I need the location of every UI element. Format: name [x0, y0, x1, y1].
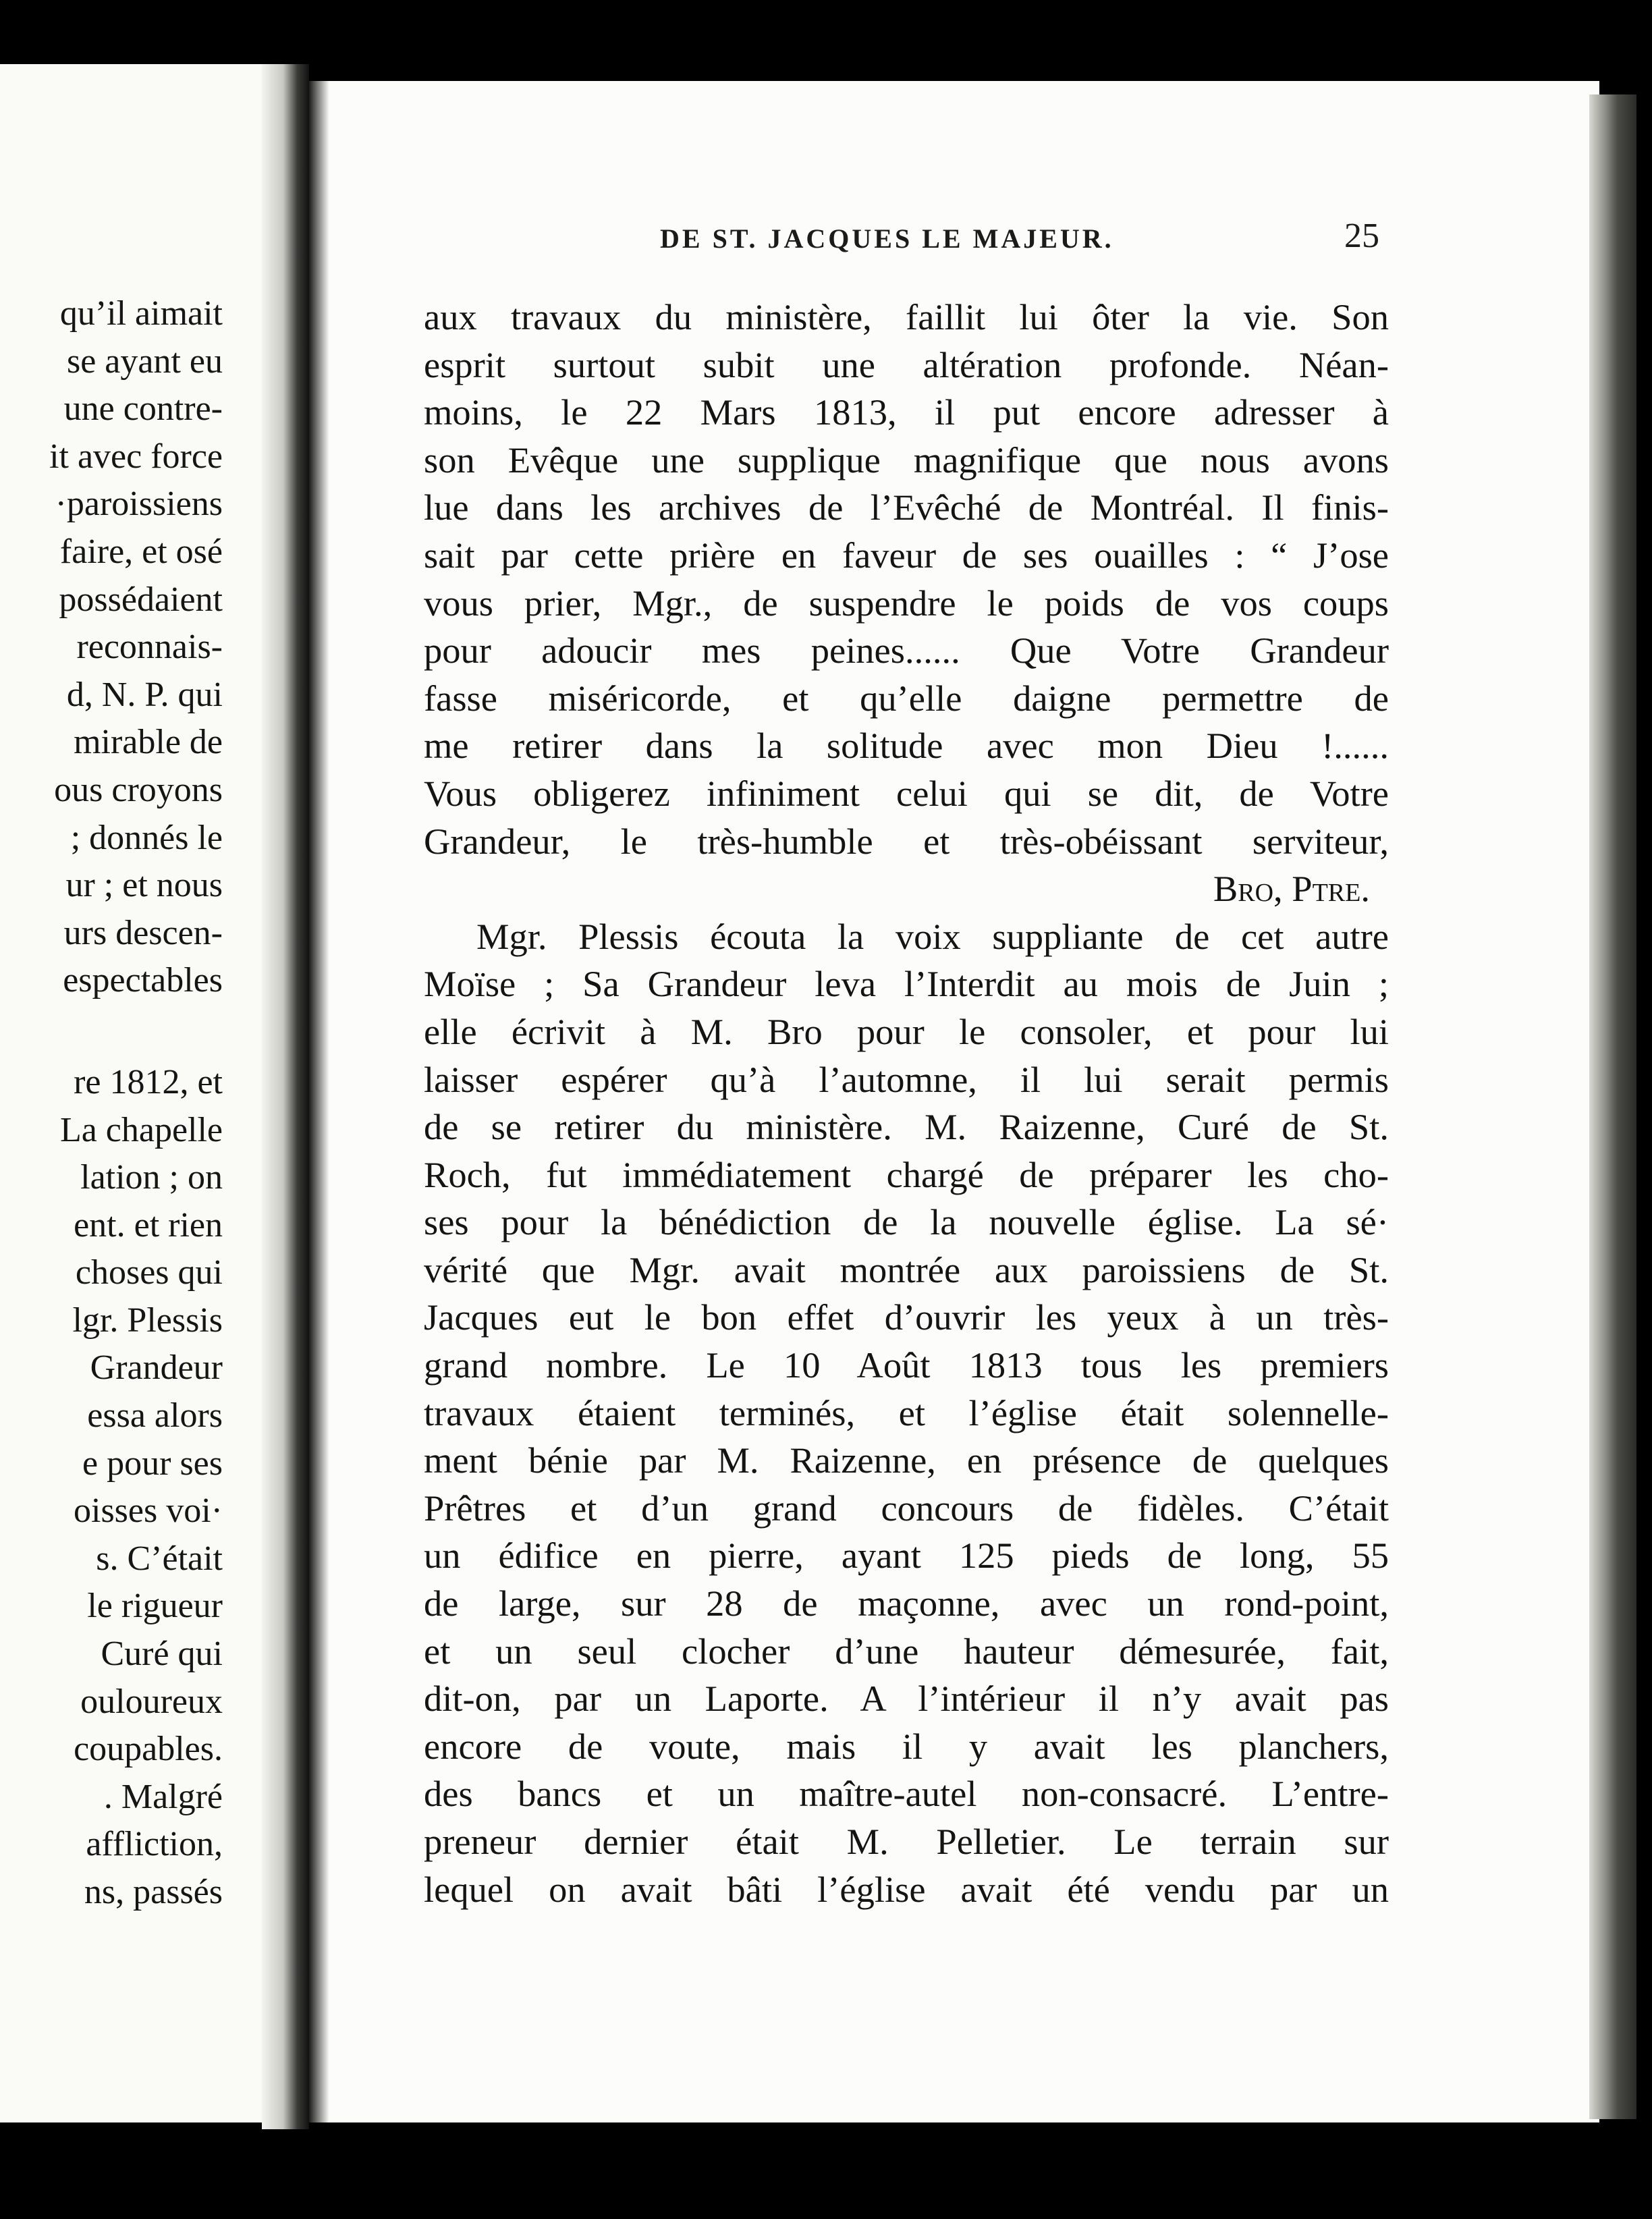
text-line: ses pour la bénédiction de la nouvelle église. La sé· — [424, 1201, 1389, 1243]
left-line: qu’il aimait — [59, 294, 223, 333]
left-line: oisses voi· — [74, 1491, 223, 1531]
text-line: et un seul clocher d’une hauteur démesurée, fait, — [424, 1630, 1389, 1672]
text-line: grand nombre. Le 10 Août 1813 tous les premiers — [424, 1344, 1389, 1386]
text-line: Mgr. Plessis écouta la voix suppliante de cet autre — [476, 915, 1389, 957]
text-line: Prêtres et d’un grand concours de fidèles. C’était — [424, 1487, 1389, 1529]
text-line: moins, le 22 Mars 1813, il put encore adresser à — [424, 391, 1389, 433]
left-line: re 1812, et — [74, 1062, 223, 1101]
text-line: laisser espérer qu’à l’automne, il lui serait permis — [424, 1058, 1389, 1100]
left-line: essa alors — [87, 1396, 223, 1435]
left-line: lation ; on — [80, 1158, 223, 1197]
text-line: Vous obligerez infiniment celui qui se dit, de Votre — [424, 772, 1389, 814]
left-line: ; donnés le — [70, 818, 223, 857]
text-line: lequel on avait bâti l’église avait été vendu par un — [424, 1868, 1389, 1910]
text-line: pour adoucir mes peines...... Que Votre Grandeur — [424, 630, 1389, 672]
text-line: fasse miséricorde, et qu’elle daigne permettre de — [424, 677, 1389, 719]
spine-shadow — [309, 81, 329, 2122]
text-line: des bancs et un maître-autel non-consacré. L’entre- — [424, 1773, 1389, 1815]
left-line: mirable de — [74, 723, 223, 762]
left-line: se ayant eu — [66, 341, 223, 381]
running-title: DE ST. JACQUES LE MAJEUR. — [660, 223, 1114, 254]
text-line: encore de voute, mais il y avait les planchers, — [424, 1725, 1389, 1767]
left-line: coupables. — [74, 1730, 223, 1769]
text-line: me retirer dans la solitude avec mon Dieu !...... — [424, 725, 1389, 767]
text-line: esprit surtout subit une altération profonde. Néan- — [424, 344, 1389, 385]
left-line: s. C’était — [96, 1539, 223, 1578]
left-line: e pour ses — [82, 1444, 223, 1483]
left-line: La chapelle — [59, 1110, 223, 1149]
left-line: le rigueur — [87, 1587, 223, 1626]
text-line: vérité que Mgr. avait montrée aux paroissiens de St. — [424, 1249, 1389, 1290]
left-line-gap — [0, 1005, 223, 1059]
text-line: elle écrivit à M. Bro pour le consoler, et pour lui — [424, 1010, 1389, 1052]
left-line: ouloureux — [80, 1682, 223, 1721]
left-line: Curé qui — [101, 1635, 223, 1674]
left-line: choses qui — [75, 1253, 223, 1292]
left-page-text — [0, 290, 223, 1917]
left-page-gutter — [262, 64, 309, 2129]
text-line: Jacques eut le bon effet d’ouvrir les yeux à un très- — [424, 1296, 1389, 1338]
left-line: affliction, — [86, 1825, 223, 1864]
left-line: it avec force — [49, 437, 223, 476]
text-line: de large, sur 28 de maçonne, avec un rond-point, — [424, 1583, 1389, 1624]
text-line: travaux étaient terminés, et l’église était solennelle- — [424, 1392, 1389, 1433]
left-line: possédaient — [59, 580, 223, 619]
text-line: ment bénie par M. Raizenne, en présence de quelques — [424, 1440, 1389, 1481]
left-line: faire, et osé — [59, 532, 223, 571]
text-line: son Evêque une supplique magnifique que nous avons — [424, 439, 1389, 481]
signature: Bro, Ptre. — [1213, 868, 1370, 910]
text-line: dit-on, par un Laporte. A l’intérieur il n’y avait pas — [424, 1678, 1389, 1720]
left-line: ur ; et nous — [65, 866, 223, 905]
left-line: espectables — [63, 961, 223, 1000]
left-line: ns, passés — [84, 1873, 223, 1911]
text-line: un édifice en pierre, ayant 125 pieds de long, 55 — [424, 1535, 1389, 1577]
left-line: urs descen- — [63, 913, 223, 952]
text-line: lue dans les archives de l’Evêché de Montréal. Il finis- — [424, 487, 1389, 528]
text-line: preneur dernier était M. Pelletier. Le terrain sur — [424, 1821, 1389, 1862]
left-line: ·paroissiens — [55, 485, 223, 524]
left-line: ent. et rien — [74, 1205, 223, 1244]
left-line: d, N. P. qui — [66, 675, 223, 714]
text-line: de se retirer du ministère. M. Raizenne, Curé de St. — [424, 1106, 1389, 1148]
text-line: vous prier, Mgr., de suspendre le poids de vos coups — [424, 582, 1389, 624]
left-line: ous croyons — [54, 770, 223, 809]
left-line: une contre- — [63, 389, 223, 429]
page-body — [424, 294, 1389, 1913]
left-line: lgr. Plessis — [72, 1300, 223, 1340]
right-page-edge — [1589, 94, 1636, 2119]
left-line: Grandeur — [90, 1348, 223, 1388]
text-line: Moïse ; Sa Grandeur leva l’Interdit au mois de Juin ; — [424, 963, 1389, 1005]
page-number: 25 — [1344, 217, 1379, 255]
text-line: Grandeur, le très-humble et très-obéissant serviteur, — [424, 820, 1389, 862]
text-line: aux travaux du ministère, faillit lui ôter la vie. Son — [424, 296, 1389, 337]
text-line: Roch, fut immédiatement chargé de préparer les cho- — [424, 1153, 1389, 1195]
left-line: reconnais- — [76, 628, 223, 667]
text-line: sait par cette prière en faveur de ses ouailles : “ J’ose — [424, 534, 1389, 576]
left-line: . Malgré — [103, 1777, 223, 1816]
